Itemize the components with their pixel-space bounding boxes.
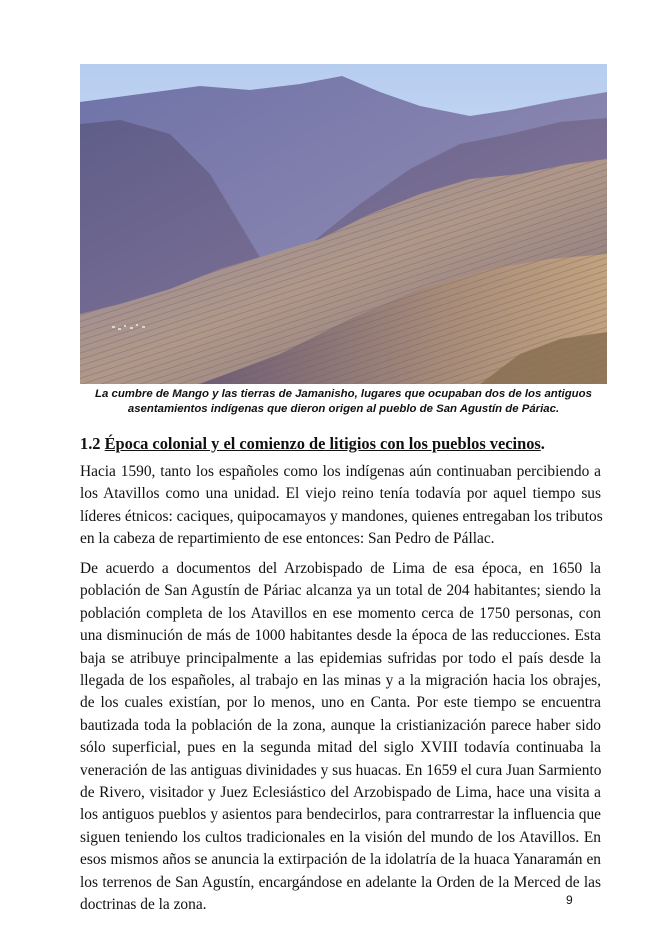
- section-number: 1.2: [80, 434, 101, 453]
- figure-caption: [80, 387, 607, 417]
- paragraph-line: bautizada toda la población de la zona, aunque la cristianización parece haber sido: [80, 716, 601, 734]
- page-number: 9: [566, 893, 573, 907]
- paragraph-line: baja se atribuye principalmente a las epidemias sufridas por todo el país desde la: [80, 649, 601, 667]
- paragraph-line: en la cabeza de repartimiento de ese entonces: San Pedro de Pállac.: [80, 530, 495, 548]
- paragraph-line: siguen teniendo los cultos tradicionales en la visión del mundo de los Atavillos. En: [80, 828, 601, 846]
- paragraph-line: población de San Agustín de Páriac alcanza ya un total de 204 habitantes; siendo la: [80, 582, 601, 600]
- paragraph-line: sólo superficial, pues en la segunda mitad del siglo XVIII todavía continuaba la: [80, 739, 601, 757]
- paragraph-line: los antiguos pueblos y asientos para bendecirlos, para contrarrestar la influencia que: [80, 806, 601, 824]
- section-title-period: .: [540, 434, 545, 453]
- section-heading: [80, 434, 607, 454]
- paragraph-line: esos mismos años se anuncia la extirpación de la idolatría de la huaca Yanaramán en: [80, 851, 601, 869]
- paragraph-line: Hacia 1590, tanto los españoles como los indígenas aún continuaban percibiendo a: [80, 463, 601, 480]
- paragraph-line: los Atavillos como una unidad. El viejo reino tenía todavía por aquel tiempo sus: [80, 485, 601, 503]
- mountain-landscape-image: [80, 64, 607, 384]
- paragraph-line: veneración de las antiguas divinidades y sus huacas. En 1659 el cura Juan Sarmiento: [80, 761, 602, 779]
- paragraph-line: de los cuales existían, por lo menos, uno en Canta. Por este tiempo se encuentra: [80, 694, 601, 712]
- mountain-photo: [80, 64, 607, 384]
- paragraph-line: de Rivero, visitador y Juez Eclesiástico del Arzobispado de Lima, hace una visita a: [80, 784, 601, 802]
- paragraph-2: [80, 558, 601, 917]
- paragraph-line: líderes étnicos: caciques, quipocamayos y mandones, quienes entregaban los tributos: [80, 507, 603, 525]
- caption-line: La cumbre de Mango y las tierras de Jamanisho, lugares que ocupaban dos de los antiguos: [95, 388, 592, 400]
- paragraph-1: [80, 461, 601, 551]
- paragraph-line: doctrinas de la zona.: [80, 896, 207, 914]
- paragraph-line: los terrenos de San Agustín, encargándose en adelante la Orden de la Merced de las: [80, 873, 601, 891]
- paragraph-line: una disminución de más de 1000 habitantes desde la época de las reducciones. Esta: [80, 627, 601, 645]
- paragraph-line: De acuerdo a documentos del Arzobispado de Lima de esa época, en 1650 la: [80, 560, 601, 577]
- caption-line: asentamientos indígenas que dieron origen al pueblo de San Agustín de Páriac.: [127, 403, 560, 415]
- paragraph-line: llegada de los españoles, al trabajo en las minas y a la migración hacia los obrajes,: [80, 672, 601, 690]
- paragraph-line: población completa de los Atavillos en ese momento cerca de 1750 personas, con: [80, 604, 601, 622]
- section-title: Época colonial y el comienzo de litigios con los pueblos vecinos: [104, 434, 541, 453]
